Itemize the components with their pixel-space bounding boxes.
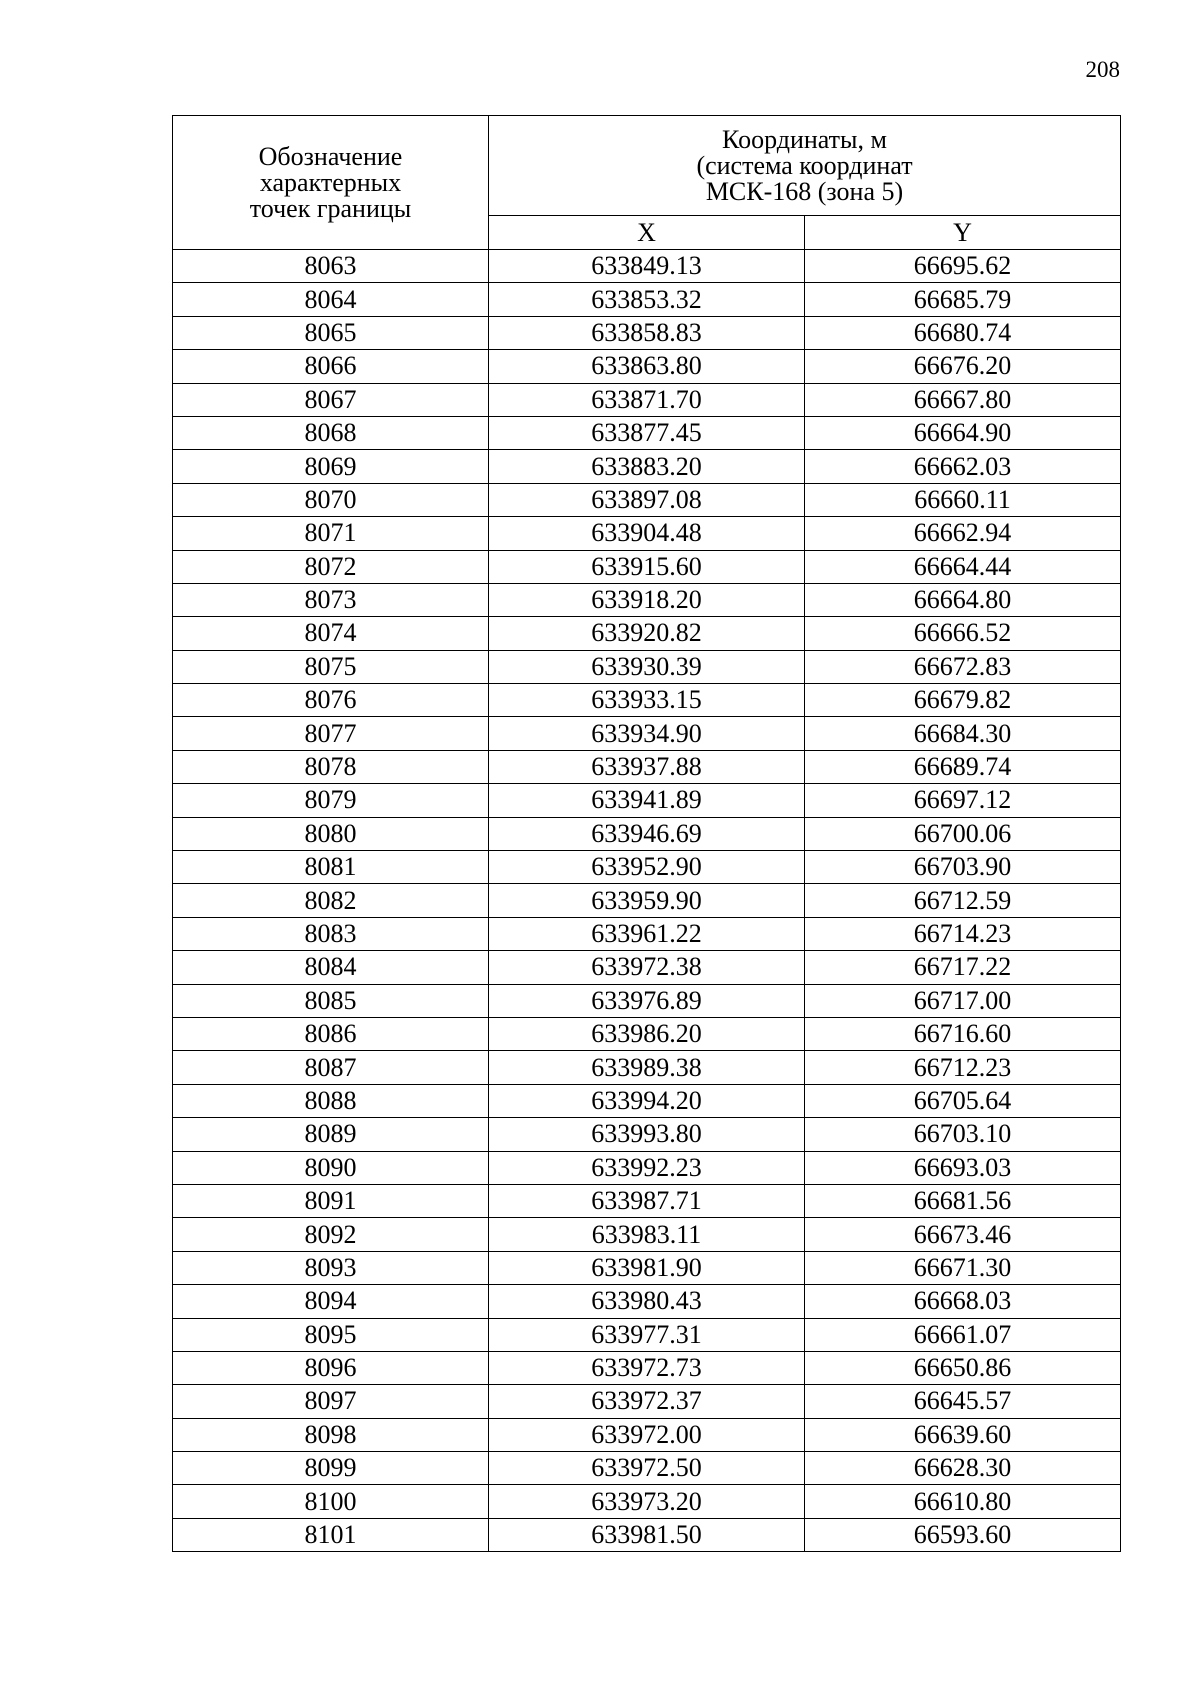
cell-point: 8080	[173, 817, 489, 850]
cell-point: 8079	[173, 784, 489, 817]
table-row	[173, 1418, 1121, 1451]
cell-y: 66714.23	[805, 917, 1121, 950]
table-row	[173, 984, 1121, 1017]
cell-x: 633989.38	[489, 1051, 805, 1084]
cell-point: 8084	[173, 951, 489, 984]
cell-x: 633980.43	[489, 1285, 805, 1318]
cell-y: 66664.44	[805, 550, 1121, 583]
table-row	[173, 1452, 1121, 1485]
cell-x: 633883.20	[489, 450, 805, 483]
table-row	[173, 450, 1121, 483]
cell-x: 633961.22	[489, 917, 805, 950]
cell-point: 8101	[173, 1518, 489, 1551]
cell-y: 66685.79	[805, 283, 1121, 316]
table-row	[173, 1017, 1121, 1050]
cell-y: 66645.57	[805, 1385, 1121, 1418]
table-row	[173, 283, 1121, 316]
cell-y: 66593.60	[805, 1518, 1121, 1551]
cell-x: 633986.20	[489, 1017, 805, 1050]
cell-point: 8099	[173, 1452, 489, 1485]
cell-x: 633983.11	[489, 1218, 805, 1251]
table-row	[173, 250, 1121, 283]
table-row	[173, 784, 1121, 817]
cell-point: 8094	[173, 1285, 489, 1318]
cell-y: 66712.23	[805, 1051, 1121, 1084]
cell-y: 66684.30	[805, 717, 1121, 750]
cell-x: 633973.20	[489, 1485, 805, 1518]
cell-x: 633981.50	[489, 1518, 805, 1551]
table-row	[173, 1385, 1121, 1418]
cell-y: 66661.07	[805, 1318, 1121, 1351]
table-row	[173, 1251, 1121, 1284]
cell-x: 633987.71	[489, 1184, 805, 1217]
cell-x: 633952.90	[489, 851, 805, 884]
cell-y: 66717.00	[805, 984, 1121, 1017]
cell-point: 8074	[173, 617, 489, 650]
cell-x: 633920.82	[489, 617, 805, 650]
table-row	[173, 416, 1121, 449]
cell-x: 633972.38	[489, 951, 805, 984]
cell-x: 633858.83	[489, 316, 805, 349]
cell-point: 8068	[173, 416, 489, 449]
table-row	[173, 684, 1121, 717]
table-row	[173, 350, 1121, 383]
cell-y: 66676.20	[805, 350, 1121, 383]
cell-y: 66668.03	[805, 1285, 1121, 1318]
coordinates-table	[172, 115, 1121, 1552]
cell-point: 8071	[173, 517, 489, 550]
table-row	[173, 1218, 1121, 1251]
table-row	[173, 951, 1121, 984]
cell-x: 633849.13	[489, 250, 805, 283]
cell-y: 66695.62	[805, 250, 1121, 283]
cell-point: 8083	[173, 917, 489, 950]
cell-point: 8081	[173, 851, 489, 884]
cell-x: 633994.20	[489, 1084, 805, 1117]
cell-y: 66712.59	[805, 884, 1121, 917]
cell-point: 8095	[173, 1318, 489, 1351]
cell-y: 66650.86	[805, 1351, 1121, 1384]
cell-x: 633972.73	[489, 1351, 805, 1384]
cell-y: 66703.10	[805, 1118, 1121, 1151]
cell-y: 66639.60	[805, 1418, 1121, 1451]
cell-point: 8082	[173, 884, 489, 917]
cell-point: 8067	[173, 383, 489, 416]
table-row	[173, 817, 1121, 850]
cell-y: 66700.06	[805, 817, 1121, 850]
cell-y: 66666.52	[805, 617, 1121, 650]
cell-y: 66716.60	[805, 1017, 1121, 1050]
table-row	[173, 383, 1121, 416]
cell-y: 66689.74	[805, 750, 1121, 783]
cell-point: 8100	[173, 1485, 489, 1518]
cell-x: 633863.80	[489, 350, 805, 383]
cell-y: 66703.90	[805, 851, 1121, 884]
header-coordinates-text: Координаты, м (система координат МСК-168 (зона 5)	[696, 124, 913, 206]
cell-y: 66664.90	[805, 416, 1121, 449]
table-row	[173, 1518, 1121, 1551]
cell-point: 8077	[173, 717, 489, 750]
cell-x: 633972.37	[489, 1385, 805, 1418]
table-header	[173, 116, 1121, 250]
cell-x: 633946.69	[489, 817, 805, 850]
cell-point: 8075	[173, 650, 489, 683]
table-row	[173, 717, 1121, 750]
cell-x: 633871.70	[489, 383, 805, 416]
cell-x: 633981.90	[489, 1251, 805, 1284]
cell-y: 66693.03	[805, 1151, 1121, 1184]
cell-y: 66662.03	[805, 450, 1121, 483]
table-row	[173, 1118, 1121, 1151]
cell-point: 8073	[173, 583, 489, 616]
cell-point: 8098	[173, 1418, 489, 1451]
cell-point: 8070	[173, 483, 489, 516]
cell-x: 633972.00	[489, 1418, 805, 1451]
header-coordinates	[489, 116, 1121, 216]
cell-point: 8097	[173, 1385, 489, 1418]
cell-point: 8092	[173, 1218, 489, 1251]
table-row	[173, 851, 1121, 884]
cell-x: 633937.88	[489, 750, 805, 783]
cell-point: 8093	[173, 1251, 489, 1284]
table-row	[173, 617, 1121, 650]
cell-x: 633897.08	[489, 483, 805, 516]
cell-x: 633915.60	[489, 550, 805, 583]
header-point-designation-text: Обозначение характерных точек границы	[249, 141, 412, 223]
table-row	[173, 1151, 1121, 1184]
table-row	[173, 1084, 1121, 1117]
cell-point: 8065	[173, 316, 489, 349]
cell-point: 8069	[173, 450, 489, 483]
cell-x: 633918.20	[489, 583, 805, 616]
cell-y: 66610.80	[805, 1485, 1121, 1518]
cell-x: 633992.23	[489, 1151, 805, 1184]
cell-x: 633933.15	[489, 684, 805, 717]
cell-y: 66673.46	[805, 1218, 1121, 1251]
table-row	[173, 550, 1121, 583]
header-point-designation	[173, 116, 489, 250]
cell-point: 8072	[173, 550, 489, 583]
cell-y: 66660.11	[805, 483, 1121, 516]
table-row	[173, 650, 1121, 683]
table-row	[173, 917, 1121, 950]
cell-point: 8090	[173, 1151, 489, 1184]
cell-x: 633877.45	[489, 416, 805, 449]
cell-point: 8064	[173, 283, 489, 316]
cell-x: 633941.89	[489, 784, 805, 817]
cell-y: 66717.22	[805, 951, 1121, 984]
page-number: 208	[1085, 57, 1120, 82]
cell-x: 633853.32	[489, 283, 805, 316]
cell-y: 66667.80	[805, 383, 1121, 416]
table-row	[173, 517, 1121, 550]
cell-x: 633976.89	[489, 984, 805, 1017]
cell-point: 8066	[173, 350, 489, 383]
cell-x: 633993.80	[489, 1118, 805, 1151]
table-row	[173, 316, 1121, 349]
table-row	[173, 1285, 1121, 1318]
cell-point: 8085	[173, 984, 489, 1017]
header-x: X	[489, 216, 805, 250]
table-row	[173, 1184, 1121, 1217]
cell-point: 8086	[173, 1017, 489, 1050]
cell-x: 633959.90	[489, 884, 805, 917]
header-y: Y	[805, 216, 1121, 250]
cell-x: 633904.48	[489, 517, 805, 550]
table-row	[173, 1318, 1121, 1351]
table-row	[173, 1485, 1121, 1518]
cell-point: 8096	[173, 1351, 489, 1384]
table-body	[173, 250, 1121, 1552]
cell-point: 8087	[173, 1051, 489, 1084]
cell-y: 66680.74	[805, 316, 1121, 349]
cell-y: 66662.94	[805, 517, 1121, 550]
cell-x: 633934.90	[489, 717, 805, 750]
cell-point: 8091	[173, 1184, 489, 1217]
cell-x: 633977.31	[489, 1318, 805, 1351]
table-row	[173, 884, 1121, 917]
table-row	[173, 1351, 1121, 1384]
table-row	[173, 1051, 1121, 1084]
cell-x: 633930.39	[489, 650, 805, 683]
cell-x: 633972.50	[489, 1452, 805, 1485]
cell-y: 66672.83	[805, 650, 1121, 683]
table-row	[173, 583, 1121, 616]
cell-point: 8089	[173, 1118, 489, 1151]
cell-point: 8063	[173, 250, 489, 283]
cell-y: 66681.56	[805, 1184, 1121, 1217]
cell-point: 8088	[173, 1084, 489, 1117]
cell-point: 8078	[173, 750, 489, 783]
cell-y: 66705.64	[805, 1084, 1121, 1117]
cell-y: 66697.12	[805, 784, 1121, 817]
table-row	[173, 483, 1121, 516]
cell-point: 8076	[173, 684, 489, 717]
cell-y: 66628.30	[805, 1452, 1121, 1485]
cell-y: 66664.80	[805, 583, 1121, 616]
table-row	[173, 750, 1121, 783]
cell-y: 66671.30	[805, 1251, 1121, 1284]
cell-y: 66679.82	[805, 684, 1121, 717]
